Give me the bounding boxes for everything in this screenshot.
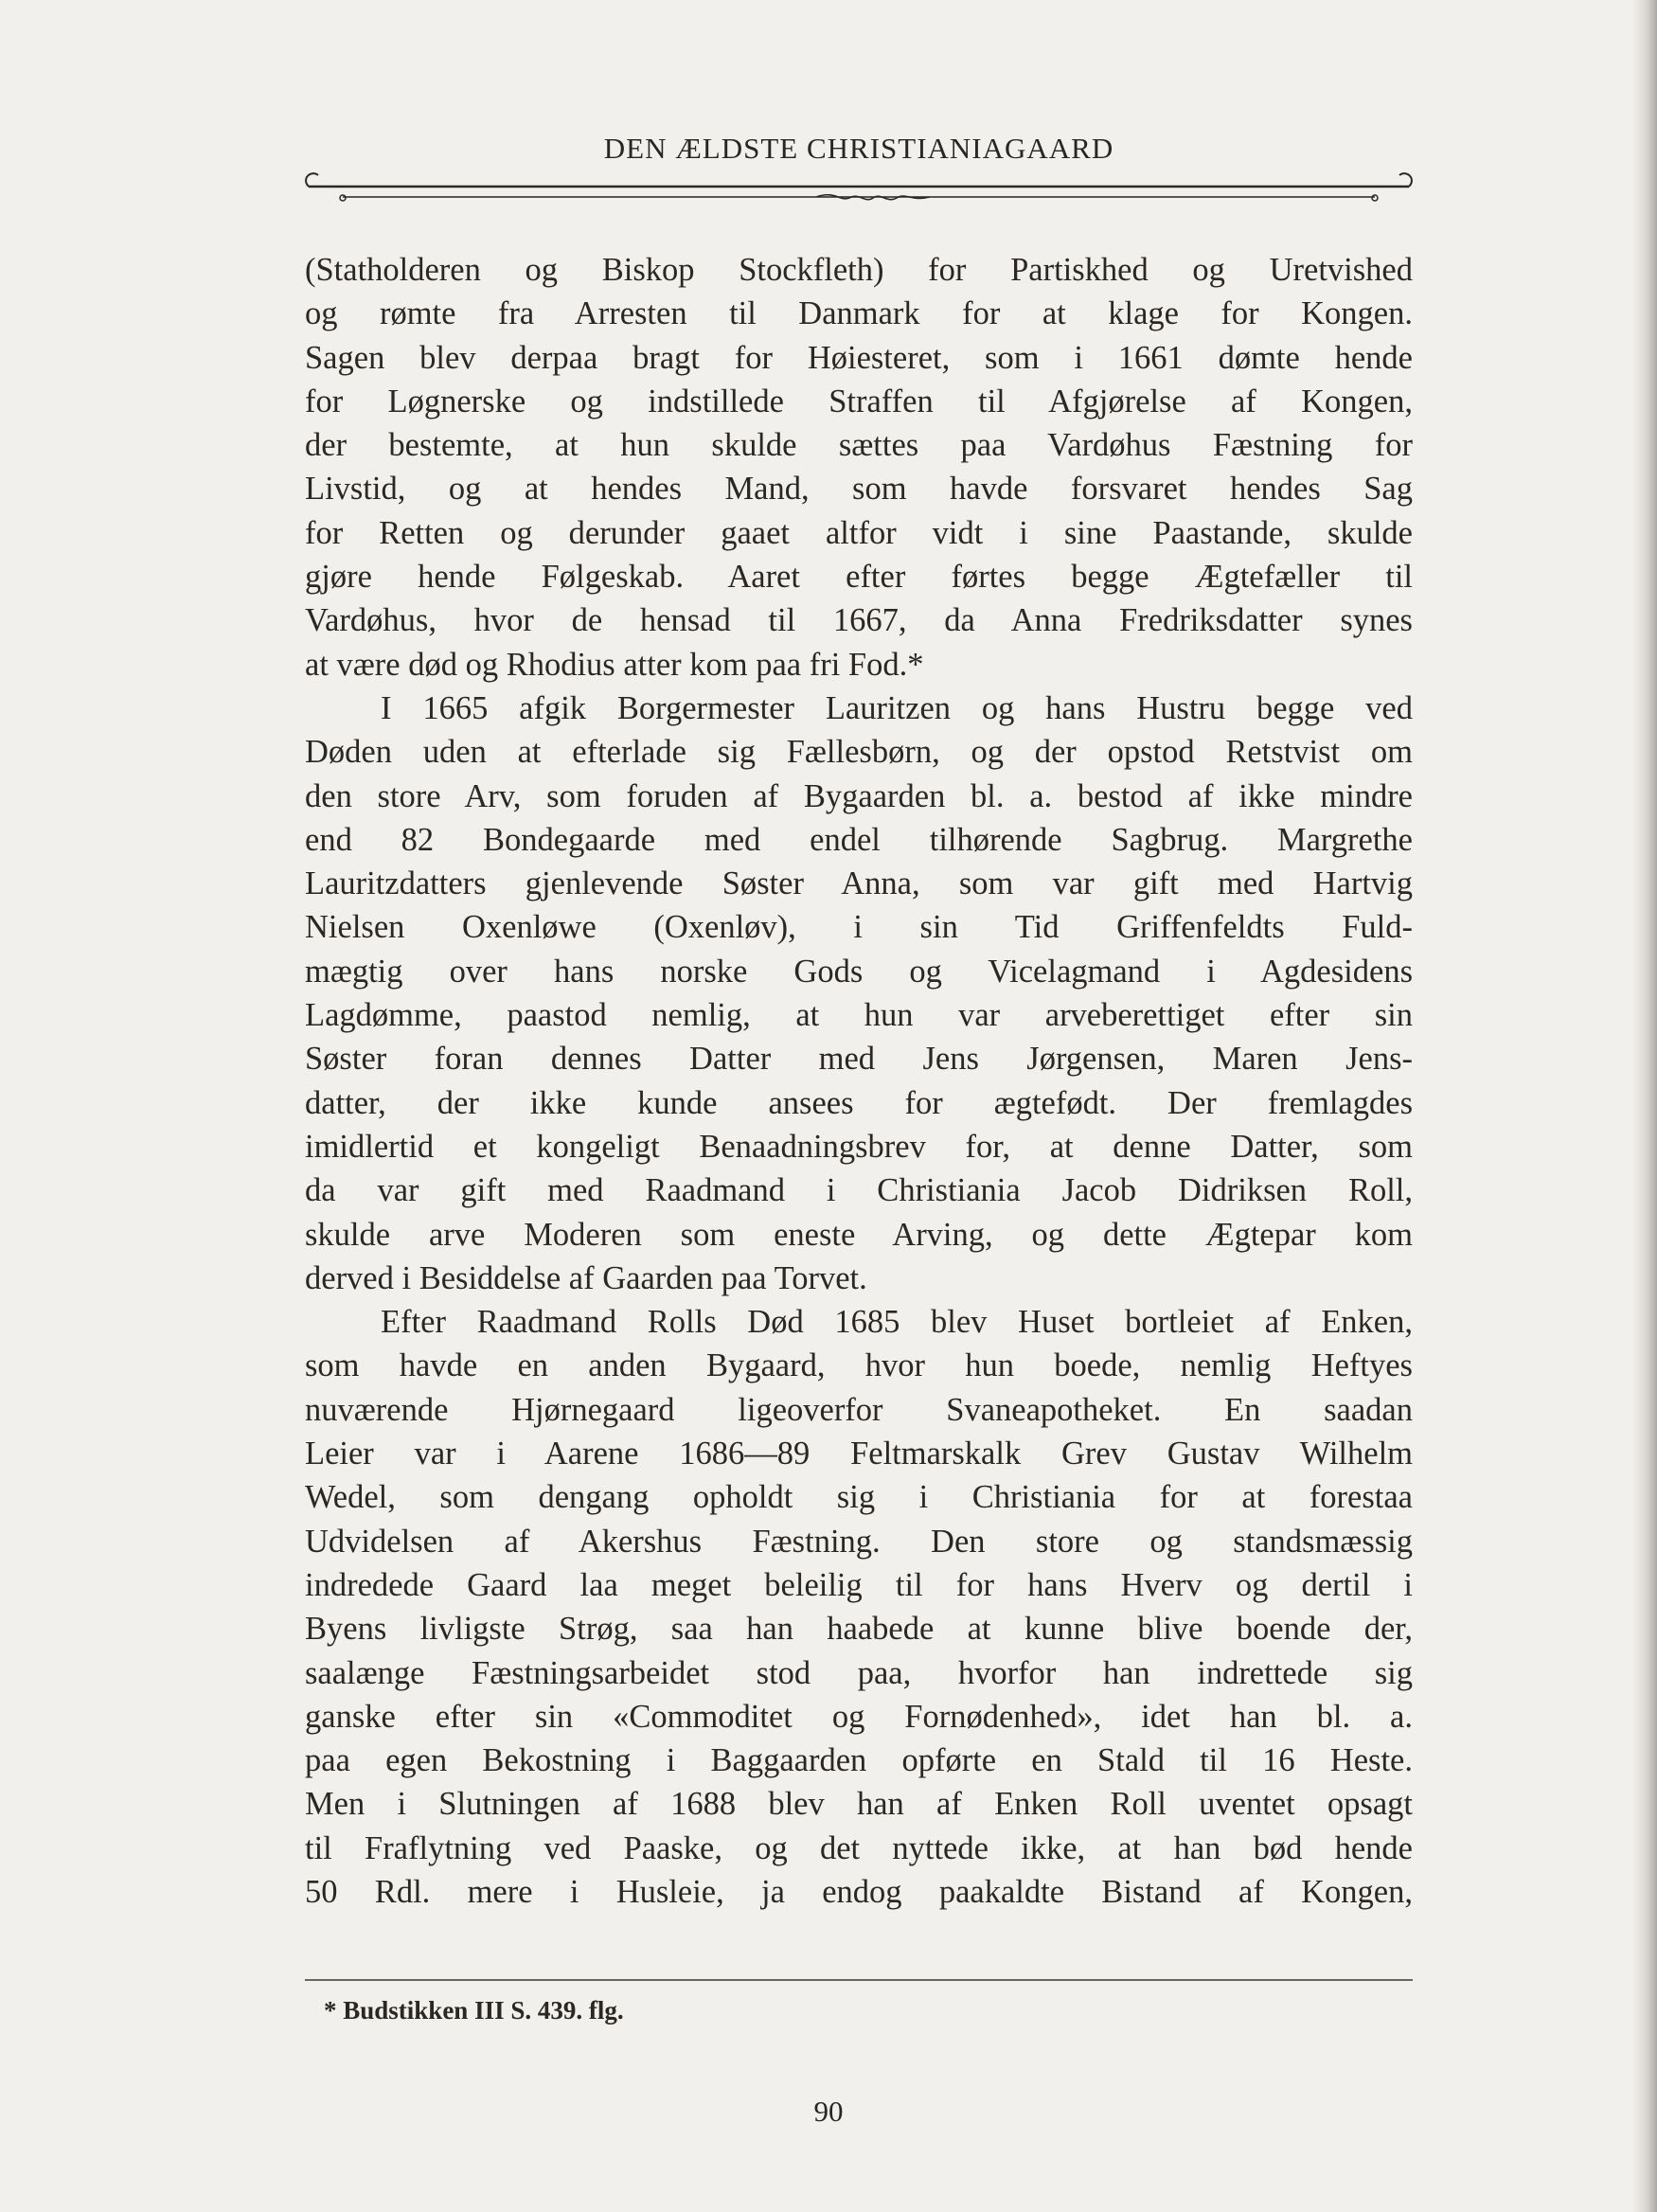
body-line: Lagdømme, paastod nemlig, at hun var arveberettiget efter sin (305, 997, 1413, 1034)
body-line: Efter Raadmand Rolls Død 1685 blev Huset bortleiet af Enken, (381, 1304, 1413, 1341)
body-line: datter, der ikke kunde ansees for ægtefødt. Der fremlagdes (305, 1084, 1413, 1121)
body-line: paa egen Bekostning i Baggaarden opførte en Stald til 16 Heste. (305, 1742, 1413, 1779)
footnote: * Budstikken III S. 439. flg. (324, 1996, 624, 2025)
body-line: mægtig over hans norske Gods og Vicelagmand i Agdesidens (305, 953, 1413, 990)
body-line: til Fraflytning ved Paaske, og det nyttede ikke, at han bød hende (305, 1829, 1413, 1866)
body-line: I 1665 afgik Borgermester Lauritzen og hans Hustru begge ved (381, 689, 1413, 726)
body-line: skulde arve Moderen som eneste Arving, og dette Ægtepar kom (305, 1216, 1413, 1253)
page-number: 90 (813, 2095, 844, 2128)
body-line: Nielsen Oxenløwe (Oxenløv), i sin Tid Griffenfeldts Fuld- (305, 909, 1413, 946)
body-line: derved i Besiddelse af Gaarden paa Torvet. (305, 1259, 867, 1296)
body-line: Sagen blev derpaa bragt for Høiesteret, som i 1661 dømte hende (305, 339, 1413, 376)
body-line: Døden uden at efterlade sig Fællesbørn, og der opstod Retstvist om (305, 734, 1413, 771)
body-line: (Statholderen og Biskop Stockfleth) for Partiskhed og Uretvished (305, 252, 1413, 288)
body-line: ganske efter sin «Commoditet og Fornødenhed», idet han bl. a. (305, 1698, 1413, 1735)
body-line: da var gift med Raadmand i Christiania Jacob Didriksen Roll, (305, 1172, 1413, 1209)
body-line: 50 Rdl. mere i Husleie, ja endog paakaldte Bistand af Kongen, (305, 1873, 1413, 1910)
body-line: saalænge Fæstningsarbeidet stod paa, hvorfor han indrettede sig (305, 1654, 1413, 1691)
page-edge-shadow (1632, 0, 1657, 2212)
body-text (305, 248, 1413, 1914)
body-line: nuværende Hjørnegaard ligeoverfor Svaneapotheket. En saadan (305, 1391, 1413, 1428)
body-line: Udvidelsen af Akershus Fæstning. Den store og standsmæssig (305, 1523, 1413, 1560)
running-head (305, 128, 1413, 204)
body-line: Leier var i Aarene 1686—89 Feltmarskalk Grev Gustav Wilhelm (305, 1436, 1413, 1472)
body-line: gjøre hende Følgeskab. Aaret efter førtes begge Ægtefæller til (305, 559, 1413, 596)
body-line: indredede Gaard laa meget beleilig til for hans Hverv og dertil i (305, 1566, 1413, 1603)
body-line: Lauritzdatters gjenlevende Søster Anna, som var gift med Hartvig (305, 865, 1413, 902)
body-line: Livstid, og at hendes Mand, som havde forsvaret hendes Sag (305, 471, 1413, 508)
footnote-rule (305, 1979, 1413, 1981)
body-line: Søster foran dennes Datter med Jens Jørgensen, Maren Jens- (305, 1041, 1413, 1078)
running-title: DEN ÆLDSTE CHRISTIANIAGAARD (603, 132, 1114, 165)
body-line: Men i Slutningen af 1688 blev han af Enken Roll uventet opsagt (305, 1786, 1413, 1823)
body-line: for Løgnerske og indstillede Straffen til Afgjørelse af Kongen, (305, 383, 1413, 419)
body-line: imidlertid et kongeligt Benaadningsbrev for, at denne Datter, som (305, 1128, 1413, 1165)
body-line: og rømte fra Arresten til Danmark for at klage for Kongen. (305, 295, 1413, 332)
body-line: for Retten og derunder gaaet altfor vidt i sine Paastande, skulde (305, 514, 1413, 551)
body-line: Vardøhus, hvor de hensad til 1667, da Anna Fredriksdatter synes (305, 602, 1413, 639)
body-line: den store Arv, som foruden af Bygaarden bl. a. bestod af ikke mindre (305, 777, 1413, 814)
body-line: der bestemte, at hun skulde sættes paa Vardøhus Fæstning for (305, 427, 1413, 464)
body-line: Wedel, som dengang opholdt sig i Christiania for at forestaa (305, 1479, 1413, 1516)
ornamental-head-rule (305, 166, 1413, 204)
body-line: at være død og Rhodius atter kom paa fri Fod.* (305, 646, 924, 683)
body-line: end 82 Bondegaarde med endel tilhørende Sagbrug. Margrethe (305, 821, 1413, 858)
body-line: Byens livligste Strøg, saa han haabede at kunne blive boende der, (305, 1611, 1413, 1648)
body-line: som havde en anden Bygaard, hvor hun boede, nemlig Heftyes (305, 1347, 1413, 1384)
